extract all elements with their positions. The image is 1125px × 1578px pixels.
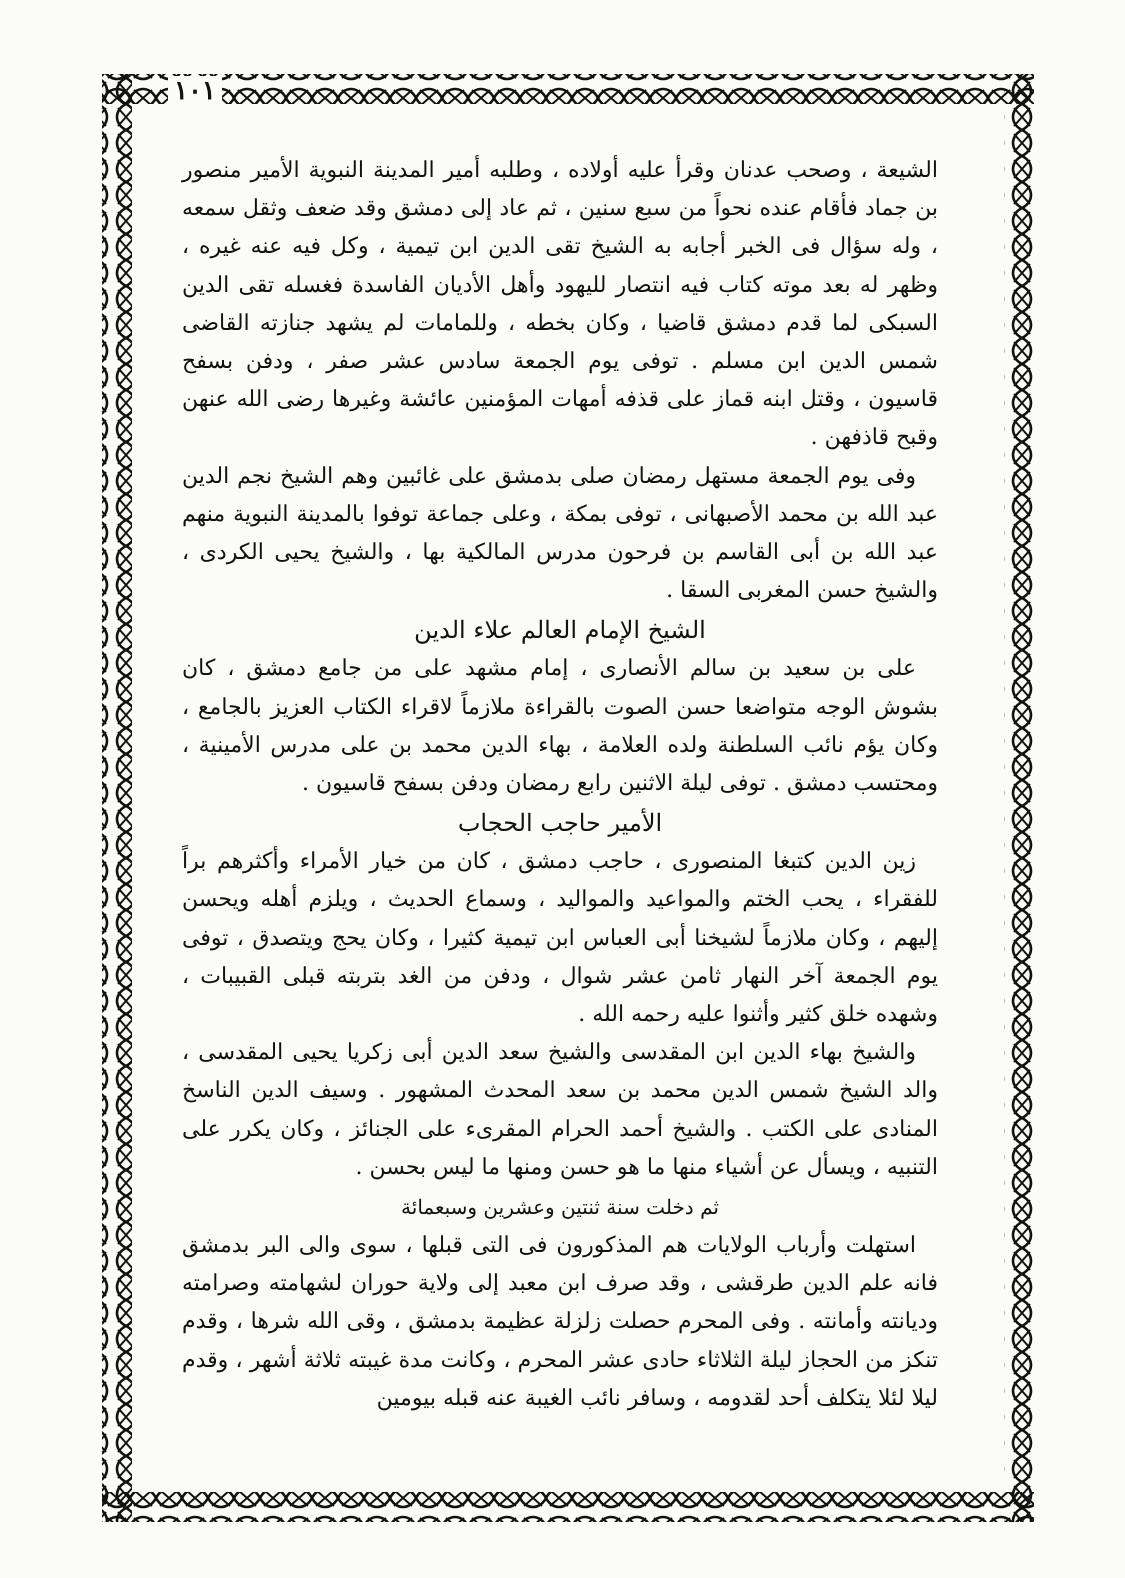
paragraph: وفى يوم الجمعة مستهل رمضان صلى بدمشق على غائبين وهم الشيخ نجم الدين عبد الله بن محمد الأصبهانى ، توفى بمكة ، وعلى جماعة توفوا بالمدينة النبوية منهم عبد الله بن أبى القاسم بن فرحون مدرس المالكية بها ، والشيخ يحيى الكردى ، والشيخ حسن المغربى السقا . bbox=[182, 463, 938, 604]
section-heading: الشيخ الإمام العالم علاء الدين bbox=[414, 616, 706, 645]
paragraph: الشيعة ، وصحب عدنان وقرأ عليه أولاده ، وطلبه أمير المدينة النبوية الأمير منصور بن جماد فأقام عنده نحواً من سبع سنين ، ثم عاد إلى دمشق وقد ضعف وثقل سمعه ، وله سؤال فى الخبر أجابه به الشيخ تقى الدين ابن تيمية ، وكل فيه عنه غيره ، وظهر له بعد موته كتاب فيه انتصار لليهود وأهل الأديان الفاسدة فغسله تقى الدين السبكى لما قدم دمشق قاضيا ، وكان بخطه ، وللمامات لم يشهد جنازته القاضى شمس الدين ابن مسلم . توفى يوم الجمعة سادس عشر صفر ، ودفن بسفح قاسيون ، وقتل ابنه قماز على قذفه أمهات المؤمنين عائشة وغيرها رضى الله عنهن وقبح قاذفهن . bbox=[182, 158, 938, 451]
body-text bbox=[182, 152, 938, 1418]
paragraph: استهلت وأرباب الولايات هم المذكورون فى التى قبلها ، سوى والى البر بدمشق فانه علم الدين طرقشى ، وقد صرف ابن معبد إلى ولاية حوران لشهامته وصرامته وديانته وأمانته . وفى المحرم حصلت زلزلة عظيمة بدمشق ، وقى الله شرها ، وقدم تنكز من الحجاز ليلة الثلاثاء حادى عشر المحرم ، وكانت مدة غيبته ثلاثة أشهر ، وقدم ليلا لئلا يتكلف أحد لقدومه ، وسافر نائب الغيبة عنه قبله بيومين bbox=[182, 1233, 938, 1411]
section-heading: الأمير حاجب الحجاب bbox=[457, 809, 663, 838]
page-number: ١٠١ bbox=[168, 76, 222, 106]
section-heading: ثم دخلت سنة ثنتين وعشرين وسبعمائة bbox=[401, 1195, 719, 1220]
paragraph: على بن سعيد بن سالم الأنصارى ، إمام مشهد على من جامع دمشق ، كان بشوش الوجه متواضعا حسن الصوت بالقراءة ملازماً لاقراء الكتاب العزيز بالجامع ، وكان يؤم نائب السلطنة ولده العلامة ، بهاء الدين محمد بن على مدرس الأمينية ، ومحتسب دمشق . توفى ليلة الاثنين رابع رمضان ودفن بسفح قاسيون . bbox=[182, 656, 938, 797]
paragraph: زين الدين كتبغا المنصورى ، حاجب دمشق ، كان من خيار الأمراء وأكثرهم براً للفقراء ، يحب الختم والمواعيد والمواليد ، وسماع الحديث ، ويلزم أهله ويحسن إليهم ، وكان ملازماً لشيخنا أبى العباس ابن تيمية كثيرا ، وكان يحج ويتصدق ، توفى يوم الجمعة آخر النهار ثامن عشر شوال ، ودفن من الغد بتربته قبلى القبيبات ، وشهده خلق كثير وأثنوا عليه رحمه الله . bbox=[182, 849, 938, 1028]
paragraph: والشيخ بهاء الدين ابن المقدسى والشيخ سعد الدين أبى زكريا يحيى المقدسى ، والد الشيخ شمس الدين محمد بن سعد المحدث المشهور . وسيف الدين الناسخ المنادى على الكتب . والشيخ أحمد الحرام المقرىء على الجنائز ، وكان يكرر على التنبيه ، ويسأل عن أشياء منها ما هو حسن ومنها ما ليس بحسن . bbox=[182, 1040, 938, 1180]
